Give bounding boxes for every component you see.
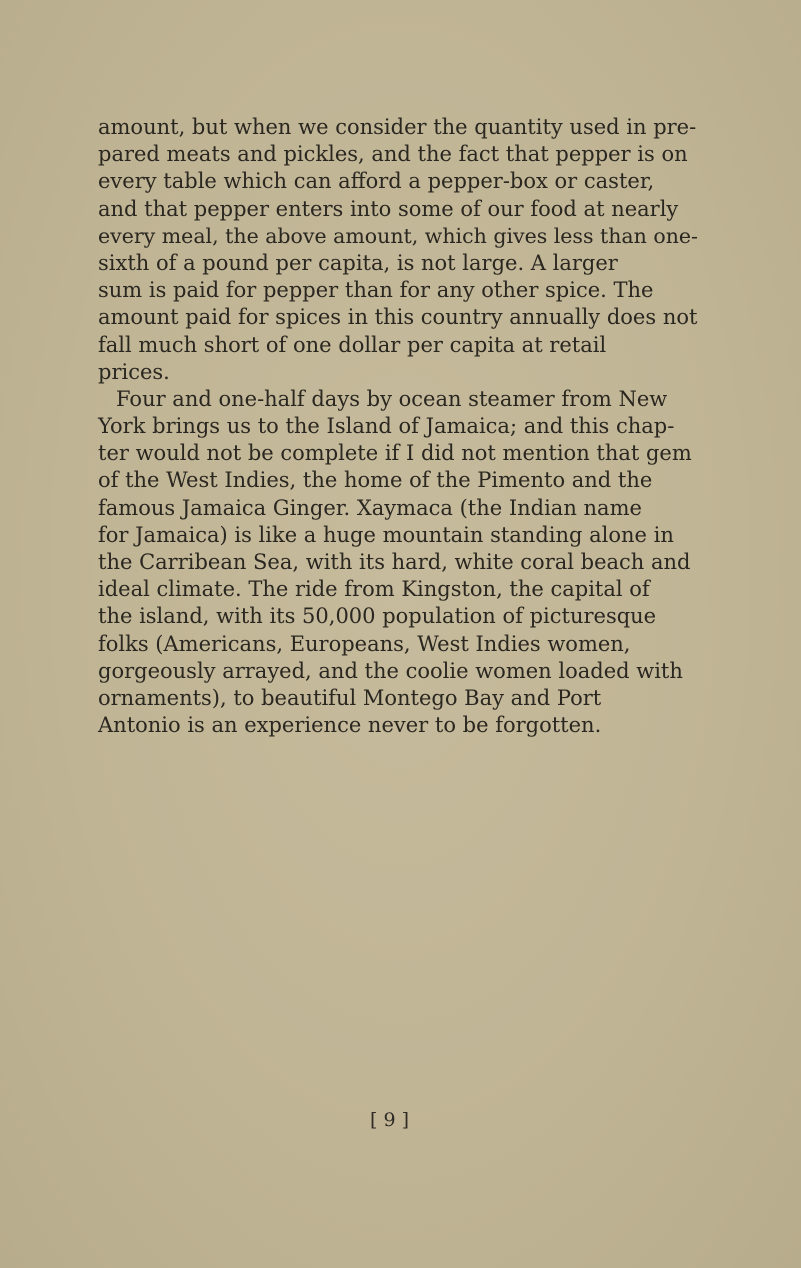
text-line: Antonio is an experience never to be forgotten. — [98, 713, 602, 738]
page-text-block — [98, 114, 698, 739]
page-number: [ 9 ] — [370, 1109, 409, 1131]
text-line: sum is paid for pepper than for any other spice. The — [98, 278, 654, 303]
text-line: every meal, the above amount, which gives less than one- — [98, 223, 698, 248]
text-line: every table which can afford a pepper-box or caster, — [98, 169, 655, 194]
text-line: pared meats and pickles, and the fact that pepper is on — [98, 142, 688, 167]
text-line: ter would not be complete if I did not mention that gem — [98, 441, 692, 466]
text-line: York brings us to the Island of Jamaica; and this chap- — [98, 414, 675, 439]
text-line: the island, with its 50,000 population of picturesque — [98, 604, 657, 629]
text-line: the Carribean Sea, with its hard, white coral beach and — [98, 550, 691, 574]
text-line: amount, but when we consider the quantity used in pre- — [98, 115, 697, 139]
paragraph-jamaica — [98, 386, 698, 739]
text-line: amount paid for spices in this country annually does not — [98, 305, 698, 330]
text-line: fall much short of one dollar per capita at retail — [98, 332, 607, 357]
text-line: sixth of a pound per capita, is not large. A larger — [98, 250, 618, 275]
text-line: ornaments), to beautiful Montego Bay and Port — [98, 685, 602, 710]
text-line: for Jamaica) is like a huge mountain standing alone in — [98, 522, 674, 547]
text-line: and that pepper enters into some of our food at nearly — [98, 196, 679, 221]
text-line: prices. — [98, 359, 170, 384]
text-line: Four and one-half days by ocean steamer from New — [116, 386, 668, 411]
text-line: ideal climate. The ride from Kingston, the capital of — [98, 577, 650, 602]
text-line: famous Jamaica Ginger. Xaymaca (the Indian name — [98, 495, 642, 520]
text-line: of the West Indies, the home of the Pimento and the — [98, 468, 653, 493]
text-line: folks (Americans, Europeans, West Indies women, — [98, 631, 631, 656]
paragraph-pepper — [98, 114, 698, 386]
text-line: gorgeously arrayed, and the coolie women loaded with — [98, 658, 683, 683]
